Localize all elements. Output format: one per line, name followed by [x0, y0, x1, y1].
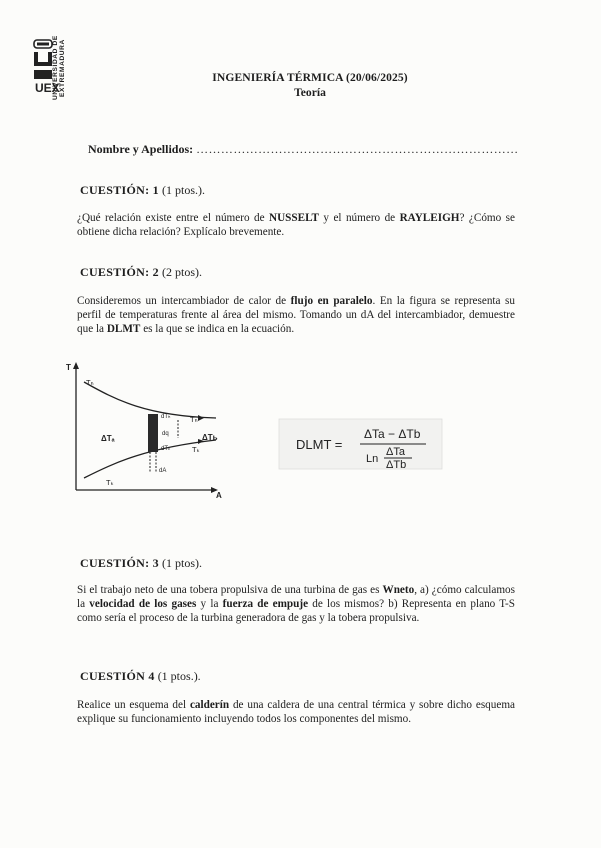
- question-label: CUESTIÓN: 3: [80, 556, 159, 570]
- text-fragment: Realice un esquema del: [77, 699, 190, 711]
- text-fragment: de una caldera de una central térmica y sobre dicho esquema explique su funcionamiento incluyendo todos los componentes del mismo.: [77, 699, 515, 725]
- text-fragment: de los mismos? b) Representa en plano T-S como sería el proceso de la turbina generadora de gas y la tobera propulsiva.: [77, 598, 516, 624]
- text-fragment: Consideremos un intercambiador de calor de: [77, 295, 291, 307]
- keyword-nusselt: NUSSELT: [269, 212, 319, 224]
- axis-label-a: A: [216, 491, 222, 500]
- keyword-parallel-flow: flujo en paralelo: [290, 295, 373, 307]
- question-1-heading: [80, 183, 205, 198]
- label-cold-out: Tₖ: [192, 445, 200, 454]
- question-1-text: [77, 211, 515, 239]
- question-3-text: [77, 583, 515, 625]
- text-fragment: ¿Qué relación existe entre el número de: [77, 212, 269, 224]
- formula-ratio-bottom: ΔTb: [386, 459, 407, 470]
- temperature-profile-figure: [66, 360, 236, 500]
- axis-label-t: T: [66, 363, 71, 372]
- dlmt-formula: [278, 418, 443, 470]
- label-dq: dq: [162, 431, 169, 437]
- label-da: dA: [159, 468, 167, 474]
- keyword-gas-velocity: velocidad de los gases: [89, 598, 197, 610]
- label-hot-in: Tₕ: [86, 378, 94, 387]
- hot-fluid-curve: [84, 382, 216, 418]
- text-fragment: , a) ¿cómo calculamos la: [77, 584, 515, 610]
- text-fragment: y la: [196, 598, 223, 610]
- label-delta-tb: ΔTь: [202, 433, 218, 442]
- formula-ratio-top: ΔTa: [386, 446, 405, 458]
- label-dt-cold: dTₖ: [161, 446, 171, 452]
- da-element: [148, 414, 158, 452]
- formula-numerator: ΔTa − ΔTb: [364, 427, 421, 441]
- text-fragment: es la que se indica en la ecuación.: [140, 323, 295, 335]
- name-label: Nombre y Apellidos:: [88, 142, 194, 156]
- question-points: (1 ptos).: [161, 556, 202, 570]
- name-field: [88, 142, 519, 157]
- question-points: (2 ptos).: [161, 265, 202, 279]
- question-points: (1 ptos.).: [161, 183, 205, 197]
- text-fragment: Si el trabajo neto de una tobera propulsiva de una turbina de gas es: [77, 584, 383, 596]
- name-dots: ……………………………………………………………………: [196, 142, 519, 156]
- university-name: UNIVERSIDAD DE EXTREMADURA: [52, 35, 66, 101]
- question-4-heading: [80, 669, 201, 684]
- question-4-text: [77, 698, 515, 726]
- keyword-rayleigh: RAYLEIGH: [399, 212, 460, 224]
- exam-subtitle: Teoría: [294, 86, 326, 99]
- text-fragment: y el número de: [318, 212, 400, 224]
- formula-ln: Ln: [366, 453, 379, 465]
- question-label: CUESTIÓN: 1: [80, 183, 159, 197]
- question-2-heading: [80, 265, 202, 280]
- question-label: CUESTIÓN: 2: [80, 265, 159, 279]
- question-3-heading: [80, 556, 202, 571]
- keyword-dlmt: DLMT: [106, 323, 141, 335]
- question-label: CUESTIÓN 4: [80, 669, 155, 683]
- exam-title: INGENIERÍA TÉRMICA (20/06/2025): [212, 71, 408, 84]
- label-cold-in: Tₖ: [106, 478, 114, 487]
- text-fragment: ? ¿Cómo se obtiene dicha relación? Explícalo brevemente.: [77, 212, 515, 238]
- label-hot-out: Tₕ: [190, 415, 198, 424]
- keyword-calderin: calderín: [189, 699, 230, 711]
- keyword-wneto: Wneto: [382, 584, 415, 596]
- label-delta-ta: ΔTₐ: [101, 434, 115, 443]
- logo-text: UEX: [35, 81, 60, 95]
- question-2-text: [77, 294, 515, 336]
- question-points: (1 ptos.).: [157, 669, 201, 683]
- formula-lhs: DLMT =: [296, 437, 343, 452]
- label-dt-hot: dTₕ: [161, 414, 171, 420]
- keyword-thrust: fuerza de empuje: [222, 598, 309, 610]
- text-fragment: . En la figura se representa su perfil de temperaturas frente al área del mismo. Tomando un dA del intercambiador, demuestre que la: [77, 295, 515, 335]
